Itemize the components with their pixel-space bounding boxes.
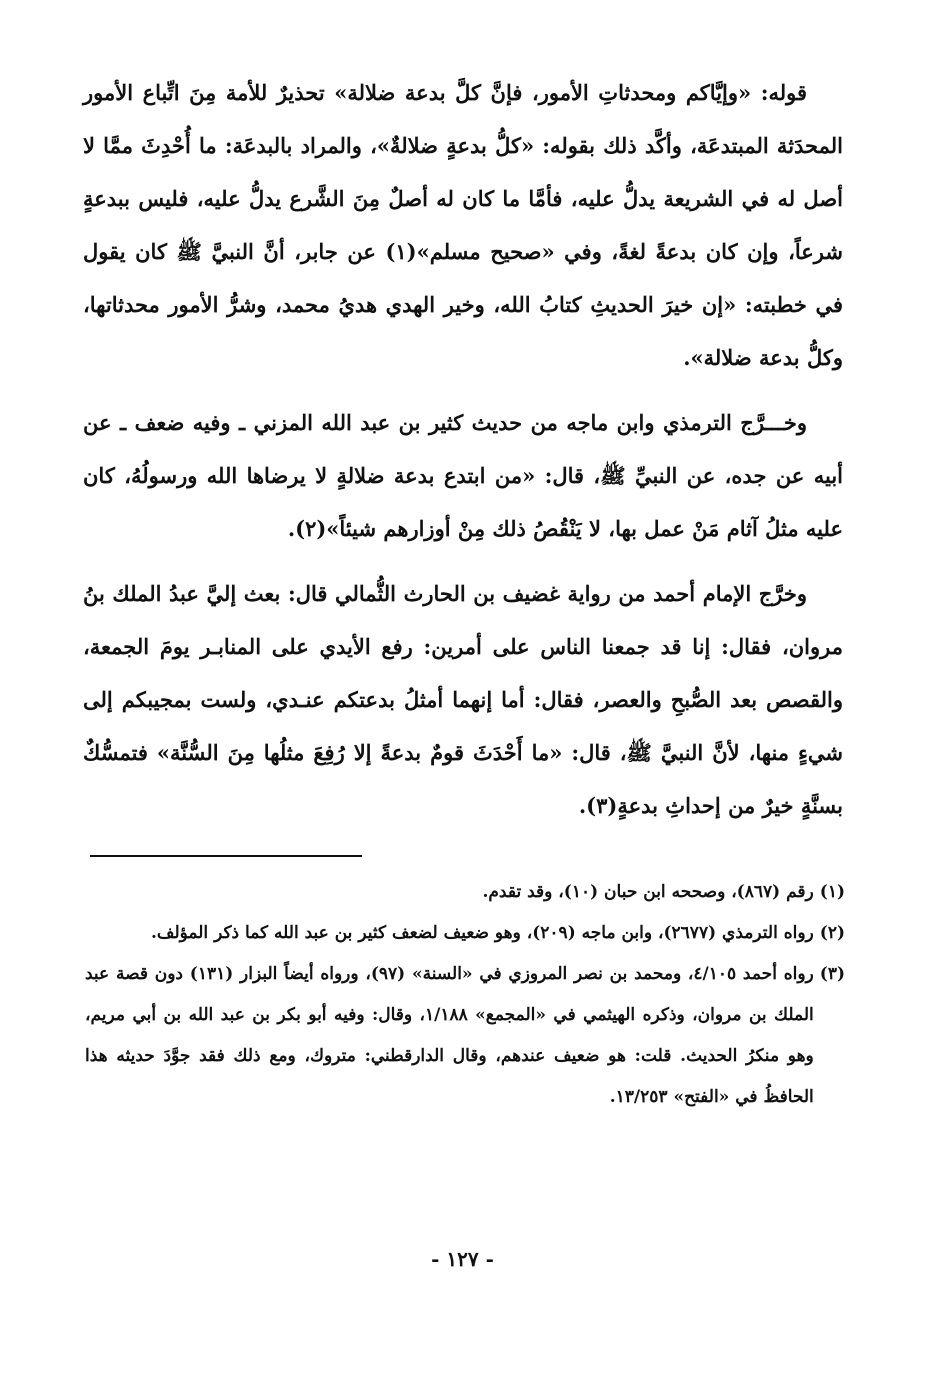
footnote-3 [85,954,845,1118]
main-text [83,66,843,832]
footnote-2 [85,913,845,954]
footnote-number: (١) [819,882,845,902]
page-number: - ١٢٧ - [431,1247,494,1271]
footnote-text: رواه الترمذي (٢٦٧٧)، وابن ماجه (٢٠٩)، وهو ضعيف لضعف كثير بن عبد الله كما ذكر المؤلف. [150,923,814,943]
footnotes [85,872,845,1118]
footnote-1 [85,872,845,913]
paragraph-bidah-definition: قوله: «وإيَّاكم ومحدثاتِ الأمور، فإنَّ كلَّ بدعة ضلالة» تحذيرٌ للأمة مِنَ اتِّباع الأمور المحدَثة المبتدعَة، وأكَّد ذلك بقوله: «كلُّ بدعةٍ ضلالةٌ»، والمراد بالبدعَة: ما أُحْدِثَ ممَّا لا أصل له في الشريعة يدلُّ عليه، فأمَّا ما كان له أصلٌ مِنَ الشَّرع يدلُّ عليه، فليس ببدعةٍ شرعاً، وإن كان بدعةً لغةً، وفي «صحيح مسلم»(١) عن جابر، أنَّ النبيَّ ﷺ كان يقول في خطبته: «إن خيرَ الحديثِ كتابُ الله، وخير الهدي هديُ محمد، وشرُّ الأمور محدثاتها، وكلُّ بدعة ضلالة». [83,80,843,370]
footnote-divider [90,855,362,857]
footnote-number: (٣) [819,964,845,984]
footnote-text: رقم (٨٦٧)، وصححه ابن حبان (١٠)، وقد تقدم. [482,882,814,902]
footnote-text: رواه أحمد ٤/١٠٥، ومحمد بن نصر المروزي في «السنة» (٩٧)، ورواه أيضاً البزار (١٣١) دون قصة عبد الملك بن مروان، وذكره الهيثمي في «المجمع» ١/١٨٨، وقال: وفيه أبو بكر بن عبد الله بن أبي مريم، وهو منكرُ الحديث. قلت: هو ضعيف عندهم، وقال الدارقطني: متروك، ومع ذلك فقد جوَّدَ حديثه هذا الحافظُ في «الفتح» ١٣/٢٥٣. [85,964,814,1107]
paragraph-ahmad-hadith: وخرَّج الإمام أحمد من رواية غضيف بن الحارث الثُّمالي قال: بعث إليَّ عبدُ الملك بنُ مروان، فقال: إنا قد جمعنا الناس على أمرين: رفع الأيدي على المنابـر يومَ الجمعة، والقصص بعد الصُّبحِ والعصر، فقال: أما إنهما أمثلُ بدعتكم عنـدي، ولست بمجيبكم إلى شيءٍ منها، لأنَّ النبيَّ ﷺ، قال: «ما أَحْدَثَ قومٌ بدعةً إلا رُفِعَ مثلُها مِنَ السُّنَّة» فتمسُّكٌ بسنَّةٍ خيرٌ من إحداثِ بدعةٍ(٣). [83,581,843,818]
paragraph-tirmidhi-hadith: وخـــرَّج الترمذي وابن ماجه من حديث كثير بن عبد الله المزني ـ وفيه ضعف ـ عن أبيه عن جده، عن النبيِّ ﷺ، قال: «من ابتدع بدعة ضلالةٍ لا يرضاها الله ورسولُهُ، كان عليه مثلُ آثام مَنْ عمل بها، لا يَنْقُصُ ذلك مِنْ أوزارهم شيئاً»(٢). [83,410,843,541]
footnote-number: (٢) [819,923,845,943]
